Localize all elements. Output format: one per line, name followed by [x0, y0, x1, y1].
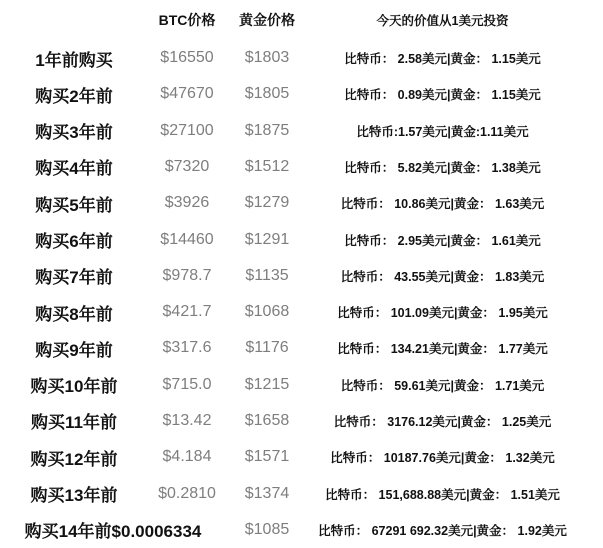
- investment-value: 比特币： 101.09美元|黄金： 1.95美元: [337, 306, 548, 321]
- btc-price: $317.6: [162, 339, 212, 357]
- investment-value: 比特币:1.57美元|黄金:1.11美元: [356, 124, 529, 139]
- gold-price: $1803: [244, 49, 290, 67]
- btc-price: $3926: [164, 194, 210, 212]
- investment-value: 比特币： 43.55美元|黄金： 1.83美元: [340, 269, 545, 284]
- btc-price: $978.7: [162, 266, 212, 284]
- table-row: [0, 40, 603, 76]
- table-row: [0, 258, 603, 294]
- gold-price: $1512: [244, 157, 290, 175]
- investment-value: 比特币： 10.86美元|黄金： 1.63美元: [340, 197, 545, 212]
- table-row: [0, 403, 603, 439]
- investment-value: 比特币： 10187.76美元|黄金： 1.32美元: [330, 451, 555, 466]
- table-row: [0, 367, 603, 403]
- header-btc-price: BTC价格: [158, 12, 216, 28]
- gold-price: $1805: [244, 85, 290, 103]
- table-row: [0, 221, 603, 257]
- table-row: [0, 512, 603, 548]
- table-row: [0, 113, 603, 149]
- row-label: 购买5年前: [35, 195, 113, 215]
- row-label: 购买12年前: [30, 449, 118, 469]
- table-header-row: [0, 0, 603, 40]
- row-label: 购买7年前: [35, 268, 113, 288]
- gold-price: $1658: [244, 411, 290, 429]
- investment-value: 比特币： 5.82美元|黄金： 1.38美元: [344, 160, 541, 175]
- table-row: [0, 475, 603, 511]
- table-row: [0, 76, 603, 112]
- investment-value: 比特币： 3176.12美元|黄金： 1.25美元: [333, 414, 552, 429]
- gold-price: $1374: [244, 484, 290, 502]
- btc-price: $4.184: [162, 448, 212, 466]
- btc-price: $47670: [160, 85, 214, 103]
- btc-price: $27100: [160, 121, 214, 139]
- btc-price: $715.0: [162, 375, 212, 393]
- table-row: [0, 439, 603, 475]
- header-investment-value: 今天的价值从1美元投资: [376, 14, 509, 28]
- row-label: 购买13年前: [30, 486, 118, 506]
- row-label: 购买11年前: [31, 413, 117, 433]
- table-row: [0, 330, 603, 366]
- btc-price: $0.2810: [158, 484, 216, 502]
- gold-price: $1571: [244, 448, 290, 466]
- investment-value: 比特币： 2.58美元|黄金： 1.15美元: [344, 52, 541, 67]
- gold-price: $1875: [244, 121, 290, 139]
- gold-price: $1279: [244, 194, 290, 212]
- row-label: 购买2年前: [35, 86, 113, 106]
- gold-price: $1215: [244, 375, 290, 393]
- gold-price: $1135: [245, 266, 289, 284]
- row-label: 1年前购买: [35, 50, 113, 70]
- table-row: [0, 149, 603, 185]
- row-label: 购买9年前: [35, 340, 113, 360]
- gold-price: $1085: [244, 520, 290, 538]
- header-gold-price: 黄金价格: [239, 12, 295, 28]
- investment-value: 比特币： 59.61美元|黄金： 1.71美元: [340, 378, 545, 393]
- investment-value: 比特币： 151,688.88美元|黄金： 1.51美元: [325, 487, 560, 502]
- row-label: 购买6年前: [35, 232, 113, 252]
- row-label: 购买3年前: [35, 123, 113, 143]
- row-label: 购买8年前: [35, 304, 113, 324]
- btc-price: $421.7: [162, 303, 212, 321]
- row-label: 购买10年前: [30, 377, 118, 397]
- investment-value: 比特币： 2.95美元|黄金： 1.61美元: [344, 233, 541, 248]
- investment-value: 比特币： 67291 692.32美元|黄金： 1.92美元: [318, 523, 567, 538]
- row-label: 购买4年前: [35, 159, 113, 179]
- btc-price: $7320: [164, 157, 210, 175]
- gold-price: $1068: [244, 303, 290, 321]
- btc-price: $14460: [160, 230, 214, 248]
- gold-price: $1291: [244, 230, 290, 248]
- investment-value: 比特币： 0.89美元|黄金： 1.15美元: [344, 88, 541, 103]
- btc-price: $16550: [160, 49, 214, 67]
- table-row: [0, 185, 603, 221]
- btc-price: $13.42: [162, 411, 212, 429]
- row-label: 购买14年前$0.0006334: [24, 522, 202, 542]
- table-row: [0, 294, 603, 330]
- investment-value: 比特币： 134.21美元|黄金： 1.77美元: [337, 342, 548, 357]
- gold-price: $1176: [245, 339, 289, 357]
